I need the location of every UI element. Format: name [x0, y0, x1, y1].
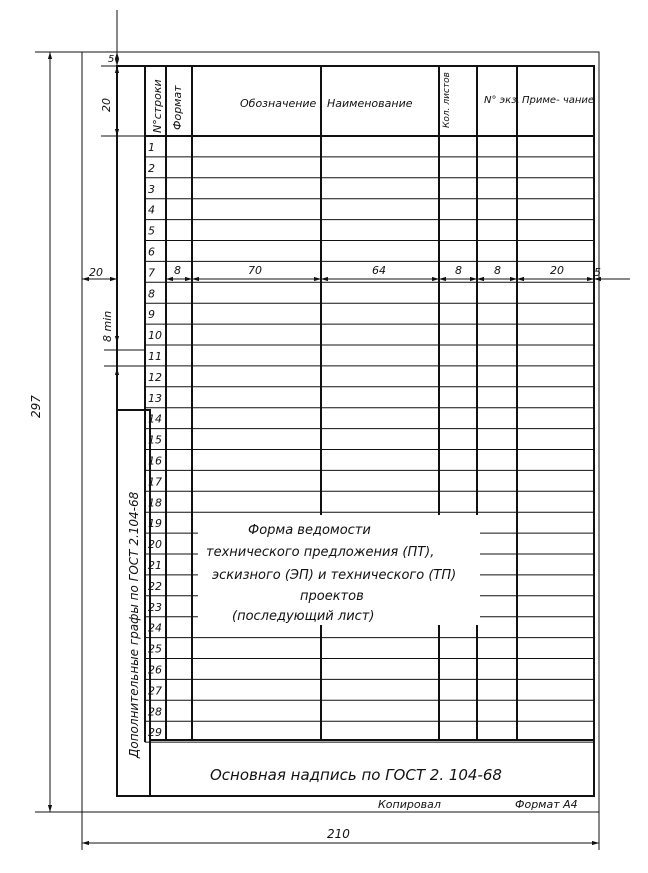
row-number: 8 — [148, 287, 155, 301]
row-number: 1 — [148, 141, 155, 154]
dim-col-name: 64 — [372, 264, 386, 277]
row-number: 3 — [148, 182, 155, 196]
row-number: 25 — [148, 642, 162, 656]
row-number: 15 — [148, 433, 162, 447]
row-number: 11 — [148, 350, 162, 363]
dim-right-margin: 5 — [594, 266, 601, 279]
row-number: 17 — [148, 475, 162, 489]
row-number: 21 — [148, 559, 162, 572]
dim-col-sheets: 8 — [455, 264, 462, 277]
title-line-4: проектов — [300, 589, 364, 604]
dim-sheet-height: 297 — [29, 395, 43, 418]
dim-col-copies: 8 — [494, 264, 501, 277]
dim-col-format: 8 — [174, 264, 181, 277]
dim-row-min: 8 min — [101, 310, 114, 342]
dim-top-margin: 5 — [108, 54, 115, 65]
row-number: 18 — [148, 496, 162, 510]
title-line-3: эскизного (ЭП) и технического (ТП) — [212, 568, 457, 583]
header-copies: N° экз. — [484, 95, 520, 106]
row-number: 20 — [148, 538, 162, 552]
row-number: 19 — [148, 517, 162, 531]
sheet-outline — [82, 52, 599, 812]
row-number: 9 — [148, 308, 155, 322]
row-number: 29 — [148, 726, 162, 740]
header-note: Приме- чание — [522, 95, 595, 106]
row-number: 12 — [148, 370, 162, 384]
dim-sheet-width: 210 — [327, 827, 350, 841]
footer-format: Формат А4 — [515, 798, 578, 811]
title-line-2: технического предложения (ПТ), — [206, 545, 435, 560]
dim-col-note: 20 — [550, 264, 564, 277]
row-number: 27 — [148, 684, 162, 698]
row-numbers — [148, 141, 162, 739]
row-number: 28 — [148, 705, 162, 719]
row-number: 14 — [148, 412, 162, 426]
row-number: 2 — [148, 161, 155, 175]
row-number: 22 — [148, 579, 162, 593]
side-label: Дополнительные графы по ГОСТ 2.104-68 — [127, 491, 141, 758]
row-number: 16 — [148, 454, 162, 468]
table-grid — [145, 66, 594, 742]
dim-header-height: 20 — [100, 98, 113, 112]
header-sheets-text: Кол. листов — [442, 72, 452, 128]
header-name: Наименование — [327, 97, 413, 110]
inner-frame — [117, 66, 594, 796]
row-number: 24 — [148, 621, 162, 635]
title-line-5: (последующий лист) — [232, 609, 375, 624]
row-number: 23 — [148, 600, 162, 614]
row-number: 10 — [148, 329, 162, 343]
header-designation: Обозначение — [240, 97, 317, 110]
title-block-text: Основная надпись по ГОСТ 2. 104-68 — [210, 766, 502, 784]
row-number: 6 — [148, 245, 155, 259]
row-number: 13 — [148, 391, 162, 405]
row-number: 5 — [148, 224, 155, 238]
row-number: 4 — [148, 203, 155, 217]
dim-left-margin: 20 — [89, 266, 103, 279]
dim-col-designation: 70 — [248, 264, 262, 277]
row-number: 26 — [148, 663, 162, 677]
header-format: Формат — [171, 85, 184, 130]
footer-copied: Копировал — [378, 798, 441, 811]
title-line-1: Форма ведомости — [248, 523, 371, 538]
header-sheets — [442, 72, 452, 128]
header-row-no: N°строки — [151, 79, 164, 133]
row-number: 7 — [148, 266, 155, 280]
